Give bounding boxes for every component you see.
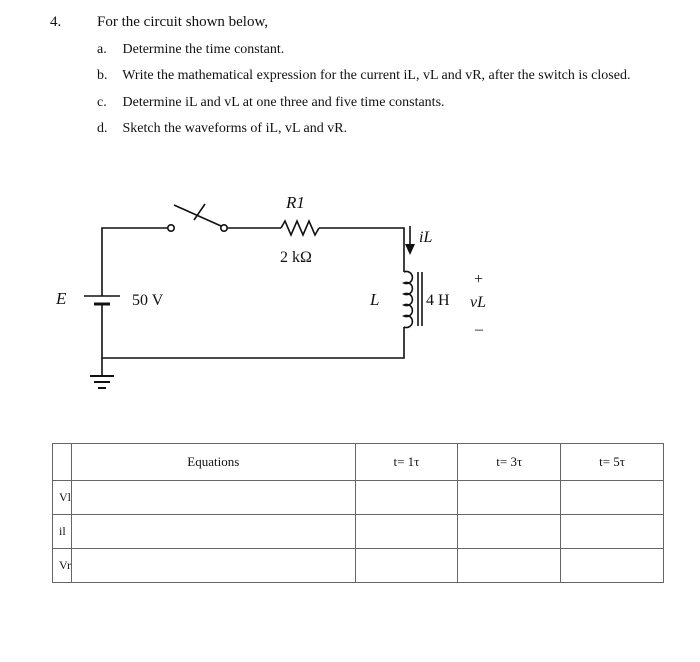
table-row — [53, 515, 664, 549]
answer-table — [52, 443, 664, 583]
source-value: 50 V — [132, 292, 164, 309]
inductor-value: 4 H — [426, 292, 450, 309]
switch-terminal-right — [221, 225, 227, 231]
table-header-row — [53, 444, 664, 481]
resistor-r1 — [281, 221, 319, 235]
cell-vr-t5[interactable] — [561, 549, 664, 583]
part-b-label: b. — [97, 68, 108, 83]
cell-il-t1[interactable] — [355, 515, 458, 549]
table-header-t1: t= 1τ — [355, 444, 458, 481]
table-row — [53, 549, 664, 583]
table-header-t3: t= 3τ — [458, 444, 561, 481]
row-label-il: il — [53, 515, 72, 549]
minus-sign: – — [475, 321, 483, 338]
inductor-label: L — [370, 290, 380, 309]
cell-vr-t3[interactable] — [458, 549, 561, 583]
question-stem: For the circuit shown below, — [97, 14, 269, 30]
current-arrow-head — [405, 244, 415, 255]
cell-vr-t1[interactable] — [355, 549, 458, 583]
part-d-text: Sketch the waveforms of iL, vL and vR. — [122, 121, 348, 136]
question-number: 4. — [50, 14, 62, 30]
table-header-equations: Equations — [72, 444, 356, 481]
cell-il-t3[interactable] — [458, 515, 561, 549]
part-d-label: d. — [97, 121, 108, 136]
source-label: E — [56, 289, 67, 308]
wire-right-top — [319, 228, 404, 272]
row-label-vr: Vr — [53, 549, 72, 583]
part-b-text: Write the mathematical expression for the current iL, vL and vR, after the switch is closed. — [122, 68, 631, 83]
row-label-vl: Vl — [53, 481, 72, 515]
resistor-label: R1 — [286, 193, 305, 212]
switch-terminal-left — [168, 225, 174, 231]
cell-vl-t3[interactable] — [458, 481, 561, 515]
wire-bottom — [102, 312, 404, 358]
current-label: iL — [419, 229, 433, 246]
cell-il-equation[interactable] — [72, 515, 356, 549]
part-a-label: a. — [97, 42, 107, 57]
part-c-label: c. — [97, 95, 107, 110]
table-row — [53, 481, 664, 515]
part-a-text: Determine the time constant. — [122, 42, 285, 57]
wire-left-top — [102, 228, 168, 290]
resistor-value: 2 kΩ — [280, 249, 312, 266]
voltage-label: vL — [470, 294, 486, 311]
part-c-text: Determine iL and vL at one three and five time constants. — [122, 95, 445, 110]
inductor-l — [404, 272, 412, 328]
cell-vl-t1[interactable] — [355, 481, 458, 515]
cell-vl-equation[interactable] — [72, 481, 356, 515]
cell-vr-equation[interactable] — [72, 549, 356, 583]
cell-il-t5[interactable] — [561, 515, 664, 549]
plus-sign: + — [474, 271, 484, 288]
table-header-blank — [53, 444, 72, 481]
cell-vl-t5[interactable] — [561, 481, 664, 515]
table-header-t5: t= 5τ — [561, 444, 664, 481]
